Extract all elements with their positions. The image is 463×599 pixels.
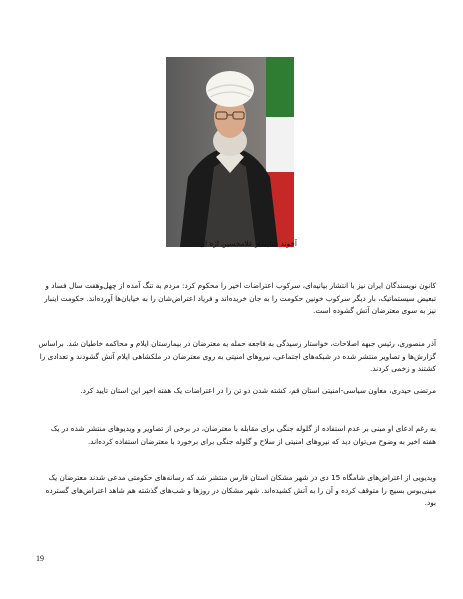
body-paragraph-1: کانون نویسندگان ایران نیز با انتشار بیانیه‌ای، سرکوب اعتراضات اخیر را محکوم کرد: مردم به تنگ آمده از چهل‌وهفت سال فساد و تبعیض سیستماتیک، بار دیگر سرکوب خونین حکومت را به جان خریده‌اند و فریاد اعتراض‌شان را به خیابان‌ها آورده‌اند. حکومت اینبار نیز به سوی معترضان آتش گشوده است.: [44, 281, 436, 315]
portrait-image: [166, 57, 294, 247]
body-paragraph-4: به رغم ادعای او مبنی بر عدم استفاده از گلوله جنگی برای مقابله با معترضان، در برخی از تصاویر و ویدیوهای منتشر شده در یک هفته اخیر به وضوح می‌توان دید که نیروهای امنیتی از سلاح و گلوله جنگی برای برخورد با معترضان استفاده کرده‌اند.: [50, 424, 436, 446]
photo-caption: آخوند جنایتکار غلامحسین اژه ای: [199, 239, 297, 248]
page-number: 19: [36, 554, 44, 563]
portrait-photo: [166, 57, 294, 247]
body-paragraph-5: ویدیویی از اعتراض‌های شامگاه 15 دی در شهر مشکان استان فارس منتشر شد که رسانه‌های حکومتی مدعی شدند معترضان یک مینی‌بوس بسیج را متوقف کرده و آن را به آتش کشیده‌اند. شهر مشکان در روزها و شب‌های گذشته هم شاهد اعتراض‌های گسترده بود.: [45, 473, 436, 507]
body-paragraph-2: آذر منصوری، رئیس جبهه اصلاحات، خواستار رسیدگی به فاجعه حمله به معترضان در بیمارستان ایلام و محاکمه خاطیان شد. براساس گزارش‌ها و تصاویر منتشر شده در شبکه‌های اجتماعی، نیروهای امنیتی به روی معترضان در ملکشاهی ایلام آتش گشودند و تعدادی را کشتند و زخمی کردند.: [38, 339, 436, 373]
body-paragraph-3: مرتضی حیدری، معاون سیاسی-امنیتی استان قم، کشته شدن دو تن را در اعتراضات یک هفته اخیر این استان تایید کرد.: [80, 386, 436, 395]
